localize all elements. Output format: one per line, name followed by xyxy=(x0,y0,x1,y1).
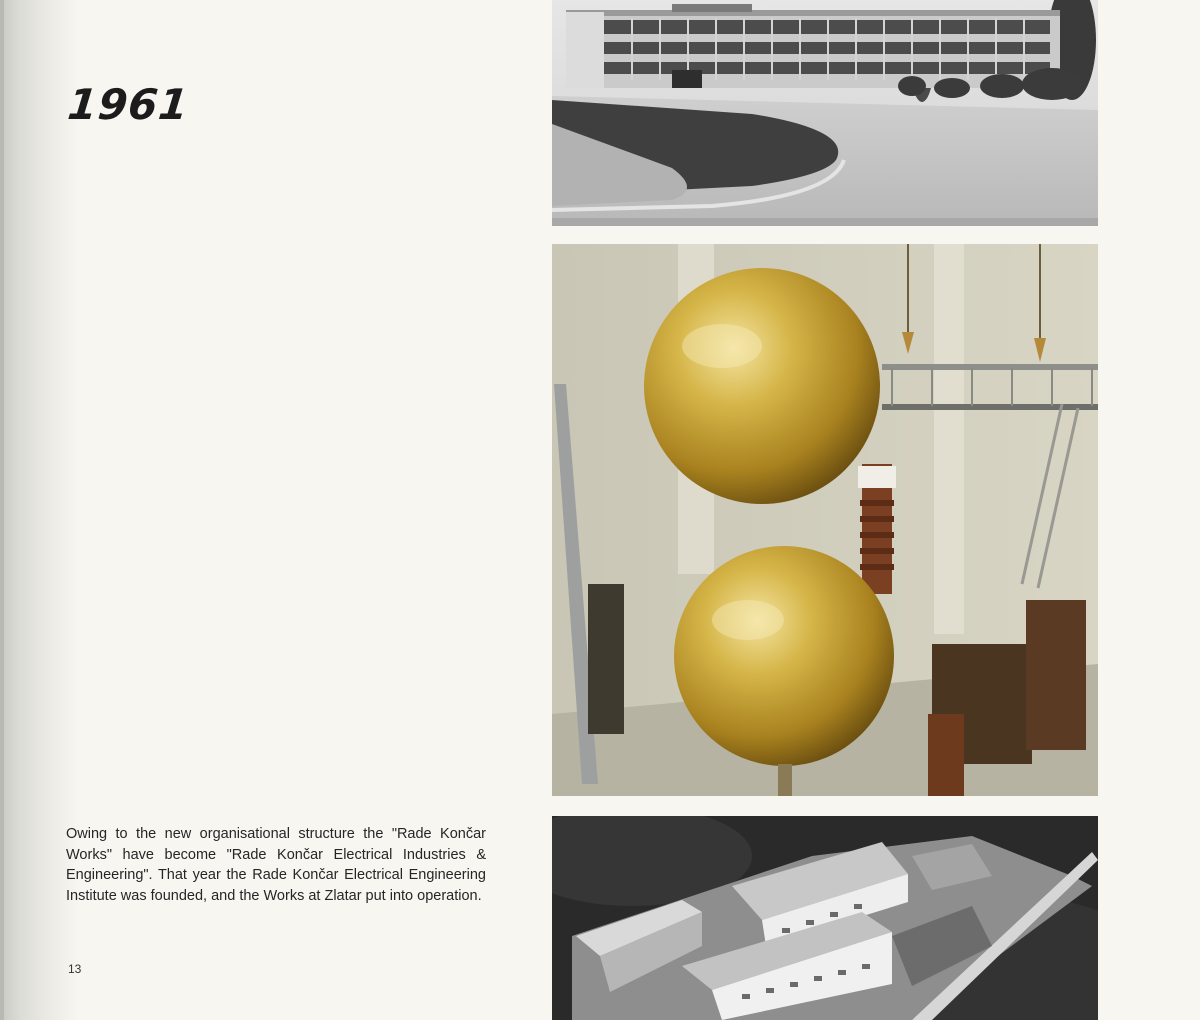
description-paragraph: Owing to the new organisational structure the "Rade Končar Works" have become "Rade Končar Electrical Industries & Engineering". That year the Rade Končar Electrical Engineering Institute was founded, and the Works at Zlatar put into operation. xyxy=(66,826,486,904)
year-heading: 1961 xyxy=(65,80,192,129)
photo-office-building xyxy=(552,0,1098,226)
photo-aerial-works xyxy=(552,816,1098,1020)
photo-high-voltage-spheres xyxy=(552,244,1098,796)
page-edge xyxy=(0,0,4,1020)
page-number: 13 xyxy=(68,962,82,976)
